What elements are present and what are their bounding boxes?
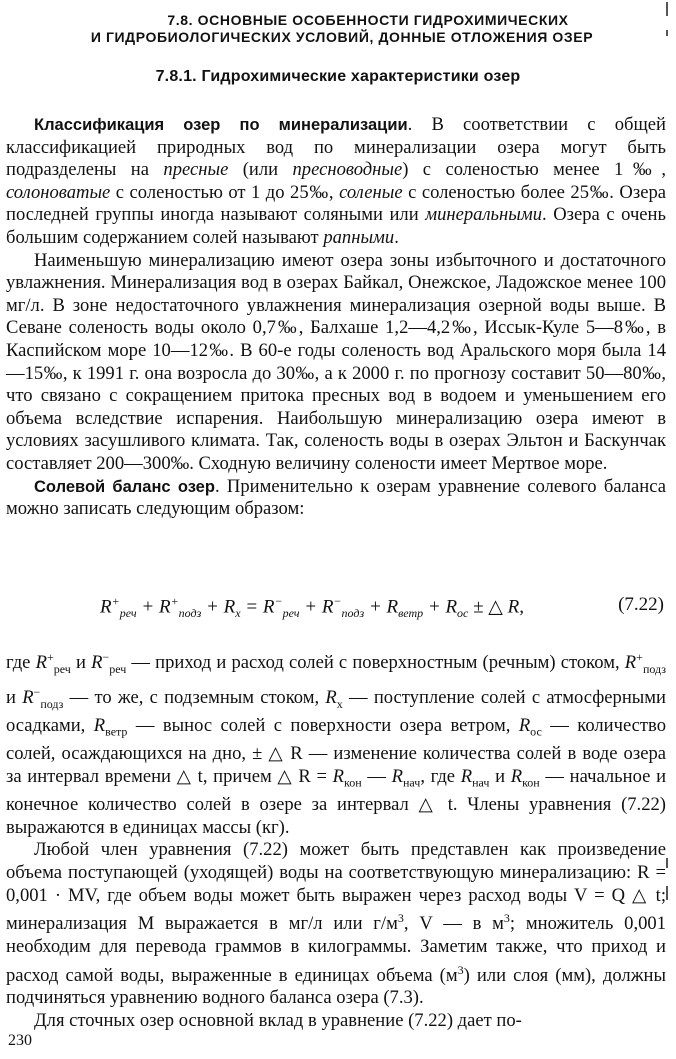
text-run: — то же, с подземным стоком, [63,686,326,708]
sub: подз [40,696,64,711]
section-title: 7.8.1. Гидрохимические характеристики озер [155,68,521,85]
symbol: R [35,652,47,674]
sub: подз [341,606,365,621]
symbol: R [100,596,112,618]
text-run: — поступление солей с атмосферными осадками, [6,686,666,736]
sub: кон [522,775,540,790]
sub: нач [472,775,490,790]
operator: + [136,596,159,618]
sup: − [274,594,283,608]
equation-tail: ± △ R, [468,596,525,618]
text-run: — приход и расход солей с поверхностным (речным) стоком, [126,652,625,674]
operator: = [240,596,263,618]
equation-body [100,594,524,621]
symbol: R [223,596,236,618]
sub: реч [119,606,137,621]
text-run: ) или слоя (мм), должны подчиняться уравнению водного баланса озера (7.3). [6,964,666,1009]
text-run: ; множитель 0,001 необходим для перевода граммов в килограммы. Заметим также, что приход и расход самой воды, выраженные в единицах объема (м [6,913,666,986]
text-run: (или [228,159,293,181]
sup: + [636,650,643,664]
symbol: R [510,765,523,787]
sup: + [111,594,120,608]
text-run: . В соответствии с общей классификацией природных вод по минерализации озера могут быть подразделены на [6,114,666,181]
symbol: R [325,686,337,708]
symbol: R [91,652,103,674]
operator: + [299,596,322,618]
sub: x [235,606,241,621]
paragraph-mineralization: Наименьшую минерализацию имеют озера зоны избыточного и достаточного увлажнения. Минерализация вод в озерах Байкал, Онежское, Ладожское менее 100 мг/л. В зоне недостаточного увлажнения минерализация озерной воды выше. В Севане соленость воды около 0,7‰, Балхаше 1,2—4,2‰, Иссык-Куле 5—8‰, в Каспийском море 10—12‰. В 60-е годы соленость вод Аральского моря была 14—15‰, к 1991 г. она возросла до 30‰, а к 2000 г. по прогнозу составит 50—80‰, что связано с сокращением притока пресных вод в водоем и уменьшением его объема вследствие испарения. Наибольшую минерализацию озера имеют в условиях засушливого климата. Так, соленость воды в озерах Эльтон и Баскунчак составляет 200—300‰. Сходную величину солености имеет Мертвое море. [6,249,666,474]
text-run: , V — в м [403,913,504,935]
margin-mark [666,886,668,900]
text-run: . [394,226,399,248]
sup: 3 [397,911,404,926]
italic-term: солоноватые [6,181,111,203]
sup: + [46,650,54,664]
text-run: — вынос солей с поверхности озера ветром, [127,715,519,736]
text-run: и [6,686,23,708]
paragraph-salt-balance [6,476,666,521]
sup: − [33,684,41,699]
operator: + [201,596,224,618]
italic-term: пресные [163,159,229,181]
text-run: с соленостью от 1 до 25‰, [110,181,340,203]
text-run: — начальное и конечное количество солей в озере за интервал △ t. Члены уравнения (7.22) выражаются в единицах массы (кг). [6,765,667,838]
sub: подз [178,606,202,621]
run-in-heading-classification: Классификация озер по минерализации [34,116,408,134]
text-run: ) с соленостью менее 1‰, [402,159,667,181]
sub: реч [53,661,71,676]
sub: ос [457,606,469,621]
sup: + [170,594,179,608]
margin-mark [666,858,668,868]
symbol: R [158,596,171,618]
sup: 3 [457,962,464,977]
run-in-heading-salt-balance: Солевой баланс озер [34,477,215,496]
paragraph-classification [6,114,666,250]
sup: − [333,594,342,608]
paragraph-where [6,646,666,839]
symbol: R [386,596,399,618]
text-run: и [489,765,511,787]
text-run: . Озера с очень большим содержанием солей называют [6,204,666,248]
chapter-heading [0,12,676,46]
symbol: R [445,596,458,618]
italic-term: минеральными [425,204,543,226]
symbol: R [262,596,275,618]
text-run: — количество солей, осаждающихся на дно, ± △ R — изменение количества солей в воде озера за интервал времени △ t, причем △ R = [6,715,666,787]
margin-mark [666,30,668,36]
sub: реч [109,661,127,676]
text-run: , где [420,765,461,787]
sub: кон [344,775,362,790]
sub: ос [530,724,542,739]
italic-term: пресноводные [292,159,403,181]
symbol: R [518,715,531,736]
margin-mark [666,2,668,16]
text-run: где [6,652,36,674]
paragraph-any-term [6,839,666,1010]
sup: 3 [503,911,510,926]
text-run: — [361,765,392,787]
sub: ветр [398,606,424,621]
symbol: R [321,596,334,618]
symbol: R [93,715,106,736]
sub: нач [403,775,421,790]
main-text-continued [6,646,666,1033]
symbol: R [332,765,345,787]
chapter-heading-line-1: 7.8. ОСНОВНЫЕ ОСОБЕННОСТИ ГИДРОХИМИЧЕСКИХ [167,12,569,28]
sub: реч [282,606,300,621]
text-run: с соленостью более 25‰. Озера последней группы иногда называют соляными или [6,181,667,226]
text-run: Любой член уравнения (7.22) может быть представлен как произведение объема поступающей (уходящей) воды на соответствующую минерализацию: R = 0,001 · MV, где объем воды может быть выражен через расход воды V = Q △ t; минерализация M выражается в мг/л или г/м [6,839,666,935]
text-run: и [70,652,92,674]
sup: − [102,650,110,664]
sub: x [336,696,343,711]
operator: + [423,596,446,618]
page-number: 230 [8,1032,32,1049]
symbol: R [391,765,403,787]
sub: ветр [105,724,128,739]
paragraph-drainage-lakes: Для сточных озер основной вклад в уравнение (7.22) дает по- [34,1009,522,1031]
symbol: R [624,652,637,674]
chapter-heading-line-2: И ГИДРОБИОЛОГИЧЕСКИХ УСЛОВИЙ, ДОННЫЕ ОТЛОЖЕНИЯ ОЗЕР [90,29,594,45]
text-run: . Применительно к озерам уравнение солевого баланса можно записать следующим образом: [6,475,666,520]
operator: + [364,596,387,618]
italic-term: соленые [339,181,403,203]
symbol: R [460,765,473,787]
sub: подз [642,661,667,676]
equation-number: (7.22) [618,594,664,615]
symbol: R [22,686,34,708]
italic-term: рапными [323,226,395,248]
equation-7-22 [0,594,676,624]
main-text [6,114,666,521]
